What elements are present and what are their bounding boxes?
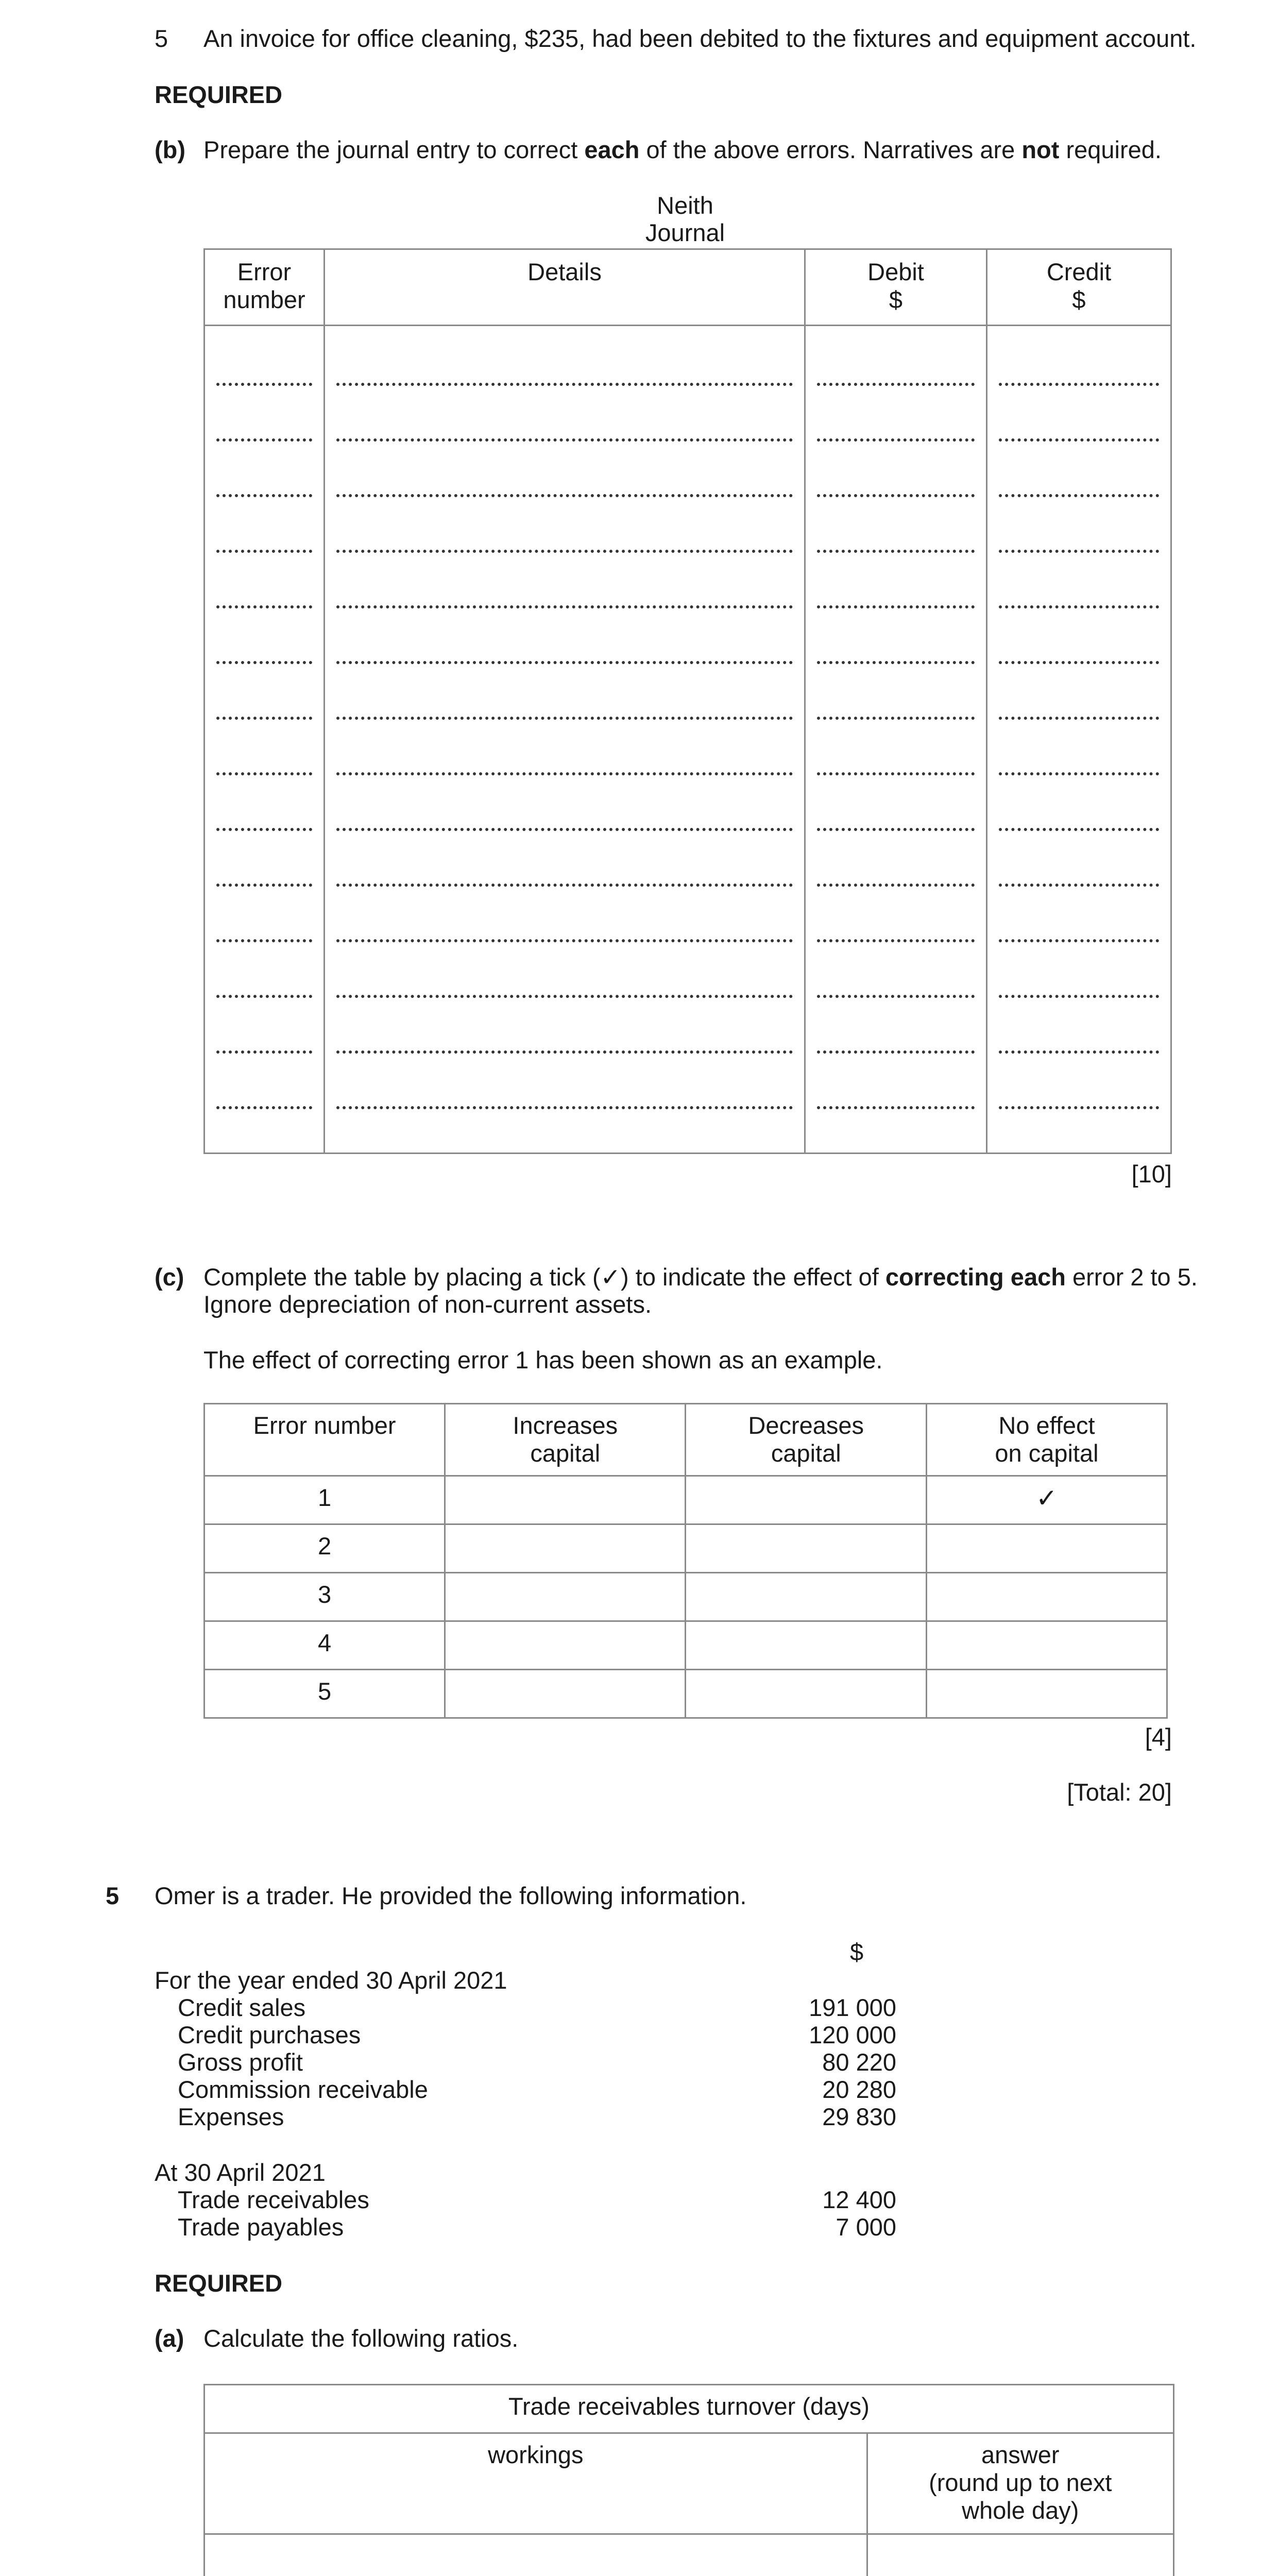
info-value-trade-payables: 7 000 [836, 2213, 896, 2241]
question-number-5-top: 5 [155, 25, 168, 52]
journal-table [203, 248, 1172, 1154]
question-5-intro: Omer is a trader. He provided the following information. [155, 1882, 747, 1909]
part-c-instruction-line2: Ignore depreciation of non-current assets. [203, 1291, 652, 1318]
no-effect-cell[interactable] [927, 1524, 1167, 1573]
period1-heading: For the year ended 30 April 2021 [155, 1967, 507, 1994]
col-details: Details [325, 249, 805, 326]
part-b-instruction: Prepare the journal entry to correct each of the above errors. Narratives are not required. [203, 136, 1162, 163]
ratio-title-receivables: Trade receivables turnover (days) [205, 2385, 1174, 2433]
info-label-commission: Commission receivable [178, 2076, 428, 2103]
no-effect-cell[interactable] [927, 1621, 1167, 1670]
col-error-number: Error number [205, 249, 325, 326]
debit-answer-column[interactable] [805, 326, 987, 1154]
no-effect-cell[interactable] [927, 1670, 1167, 1718]
no-effect-cell[interactable] [927, 1573, 1167, 1621]
error-number-cell: 3 [205, 1573, 445, 1621]
error-number-cell: 1 [205, 1476, 445, 1524]
total-marks: [Total: 20] [1067, 1778, 1172, 1806]
ratio-box-receivables [203, 2384, 1174, 2576]
table-row [205, 1476, 1167, 1524]
period2-heading: At 30 April 2021 [155, 2159, 326, 2186]
decreases-cell[interactable] [686, 1621, 927, 1670]
error-number-cell: 2 [205, 1524, 445, 1573]
effect-header-increases: Increases capital [445, 1404, 686, 1476]
effect-table [203, 1403, 1168, 1719]
question-number-5: 5 [106, 1882, 120, 1909]
increases-cell[interactable] [445, 1524, 686, 1573]
part-c-label: (c) [155, 1263, 184, 1291]
details-answer-column[interactable] [325, 326, 805, 1154]
decreases-cell[interactable] [686, 1524, 927, 1573]
decreases-cell[interactable] [686, 1476, 927, 1524]
col-debit: Debit $ [805, 249, 987, 326]
info-label-expenses: Expenses [178, 2103, 284, 2130]
info-value-credit-purchases: 120 000 [809, 2021, 896, 2048]
table-row [205, 1524, 1167, 1573]
increases-cell[interactable] [445, 1670, 686, 1718]
error-5-text: An invoice for office cleaning, $235, had been debited to the fixtures and equipment account. [203, 25, 1197, 52]
required-heading-q5: REQUIRED [155, 2269, 283, 2297]
effect-header-decreases: Decreases capital [686, 1404, 927, 1476]
increases-cell[interactable] [445, 1573, 686, 1621]
info-value-expenses: 29 830 [822, 2103, 896, 2130]
part-c-example-note: The effect of correcting error 1 has been shown as an example. [203, 1346, 883, 1374]
table-row [205, 1621, 1167, 1670]
part-c-marks: [4] [1145, 1723, 1172, 1751]
info-label-credit-purchases: Credit purchases [178, 2021, 361, 2048]
part-b-label: (b) [155, 136, 186, 163]
answer-label: answer (round up to next whole day) [867, 2433, 1173, 2534]
decreases-cell[interactable] [686, 1573, 927, 1621]
error-number-answer-column[interactable] [205, 326, 325, 1154]
table-row [205, 1573, 1167, 1621]
increases-cell[interactable] [445, 1476, 686, 1524]
journal-title: Journal [645, 219, 725, 246]
info-label-trade-payables: Trade payables [178, 2213, 344, 2241]
info-value-commission: 20 280 [822, 2076, 896, 2103]
effect-header-no-effect: No effect on capital [927, 1404, 1167, 1476]
receivables-workings-area[interactable] [205, 2534, 867, 2576]
receivables-answer-area[interactable] [867, 2534, 1173, 2576]
effect-header-error-number: Error number [205, 1404, 445, 1476]
info-value-credit-sales: 191 000 [809, 1994, 896, 2021]
info-label-trade-receivables: Trade receivables [178, 2186, 369, 2213]
required-heading: REQUIRED [155, 81, 283, 108]
part-c-instruction: Complete the table by placing a tick (✓) to indicate the effect of correcting each error 2 to 5. [203, 1263, 1198, 1291]
decreases-cell[interactable] [686, 1670, 927, 1718]
col-credit: Credit $ [987, 249, 1171, 326]
info-value-gross-profit: 80 220 [822, 2048, 896, 2076]
table-row [205, 1670, 1167, 1718]
journal-name: Neith [657, 192, 713, 219]
error-number-cell: 5 [205, 1670, 445, 1718]
info-value-trade-receivables: 12 400 [822, 2186, 896, 2213]
part-a-label: (a) [155, 2325, 184, 2352]
currency-header: $ [850, 1938, 864, 1965]
credit-answer-column[interactable] [987, 326, 1171, 1154]
part-a-instruction: Calculate the following ratios. [203, 2325, 519, 2352]
part-b-marks: [10] [1131, 1160, 1172, 1188]
increases-cell[interactable] [445, 1621, 686, 1670]
error-number-cell: 4 [205, 1621, 445, 1670]
workings-label: workings [205, 2433, 867, 2534]
info-label-gross-profit: Gross profit [178, 2048, 303, 2076]
no-effect-tick-cell[interactable]: ✓ [927, 1476, 1167, 1524]
info-label-credit-sales: Credit sales [178, 1994, 306, 2021]
